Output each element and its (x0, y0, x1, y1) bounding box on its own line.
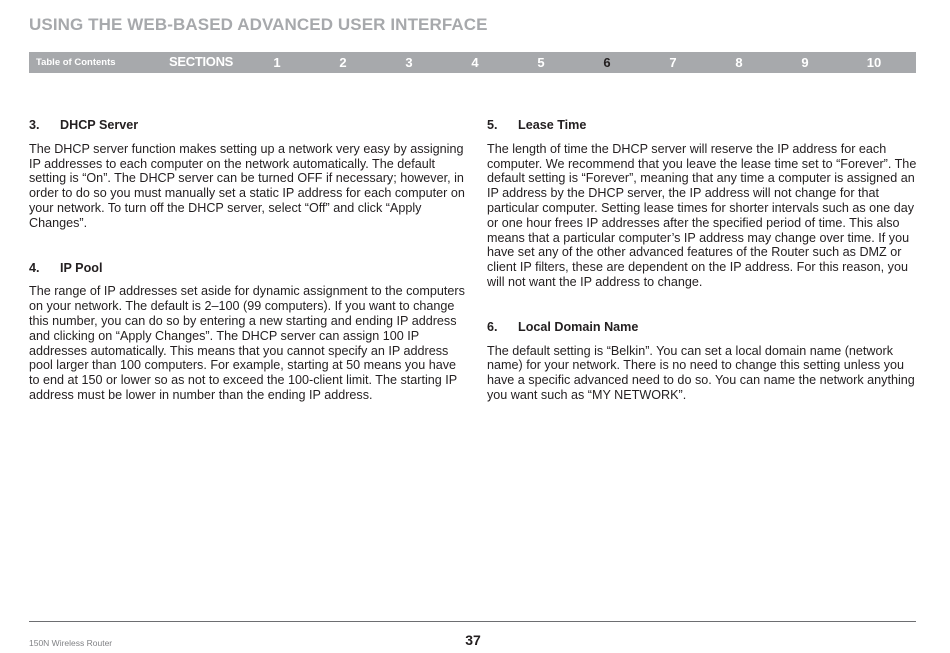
section-link-2[interactable]: 2 (339, 55, 347, 70)
footer-divider (29, 621, 916, 622)
section-local-domain-name (487, 320, 919, 403)
sections-label: SECTIONS (169, 54, 234, 69)
section-title: Lease Time (518, 118, 587, 132)
page-number: 37 (465, 632, 481, 648)
section-link-1[interactable]: 1 (273, 55, 281, 70)
section-body: The DHCP server function makes setting up a network very easy by assigning IP addresses to each computer on the network automatically. The default setting is “On”. The DHCP server can be turned OFF if necessary; however, in order to do so you must manually set a static IP address for each computer on your network. To turn off the DHCP server, select “Off” and click “Apply Changes”. (29, 141, 465, 230)
section-link-7[interactable]: 7 (669, 55, 677, 70)
section-body: The default setting is “Belkin”. You can set a local domain name (network name) for your network. There is no need to change this setting unless you have a specific advanced need to do so. You can name the network anything you want such as “MY NETWORK”. (487, 343, 915, 402)
section-link-3[interactable]: 3 (405, 55, 413, 70)
section-heading (487, 320, 919, 335)
section-ip-pool (29, 261, 467, 403)
page-title: USING THE WEB-BASED ADVANCED USER INTERFACE (29, 15, 488, 34)
section-link-8[interactable]: 8 (735, 55, 743, 70)
section-title: DHCP Server (60, 118, 139, 132)
section-link-6[interactable]: 6 (603, 55, 611, 70)
section-number: 4. (29, 260, 40, 275)
footer-product-name: 150N Wireless Router (29, 638, 113, 648)
section-number: 5. (487, 118, 498, 132)
section-navbar (29, 52, 916, 73)
left-column (29, 118, 467, 433)
section-number: 3. (29, 118, 40, 132)
section-body: The range of IP addresses set aside for dynamic assignment to the computers on your network. The default is 2–100 (99 computers). If you want to change this number, you can do so by entering a new starting and ending IP address and clicking on “Apply Changes”. The DHCP server can assign 100 IP addresses automatically. This means that you cannot specify an IP address pool larger than 100 computers. For example, starting at 50 means you have to end at 150 or lower so as not to exceed the 100-client limit. The starting IP address must be lower in number than the ending IP address. (29, 284, 465, 402)
section-body: The length of time the DHCP server will reserve the IP address for each computer. We recommend that you leave the lease time set to “Forever”. The default setting is “Forever”, meaning that any time a computer is assigned an IP address by the DHCP server, the IP address will not change for that particular computer. Setting lease times for shorter intervals such as one day or one hour frees IP addresses after the specified period of time. This also means that a particular computer’s IP address may change over time. If you have set any of the other advanced features of the Router such as DMZ or client IP filters, these are dependent on the IP address. For this reason, you will not want the IP address to change. (487, 141, 917, 289)
section-heading (29, 118, 467, 133)
section-title: IP Pool (60, 260, 103, 275)
section-title: Local Domain Name (518, 319, 639, 334)
section-link-4[interactable]: 4 (471, 55, 479, 70)
section-link-5[interactable]: 5 (537, 55, 545, 70)
section-dhcp-server (29, 118, 467, 231)
section-link-10[interactable]: 10 (866, 55, 882, 70)
section-link-9[interactable]: 9 (801, 55, 809, 70)
table-of-contents-link[interactable]: Table of Contents (36, 57, 116, 68)
section-lease-time (487, 118, 919, 290)
section-heading (487, 118, 919, 133)
right-column (487, 118, 919, 433)
section-number: 6. (487, 319, 498, 334)
section-heading (29, 261, 467, 276)
